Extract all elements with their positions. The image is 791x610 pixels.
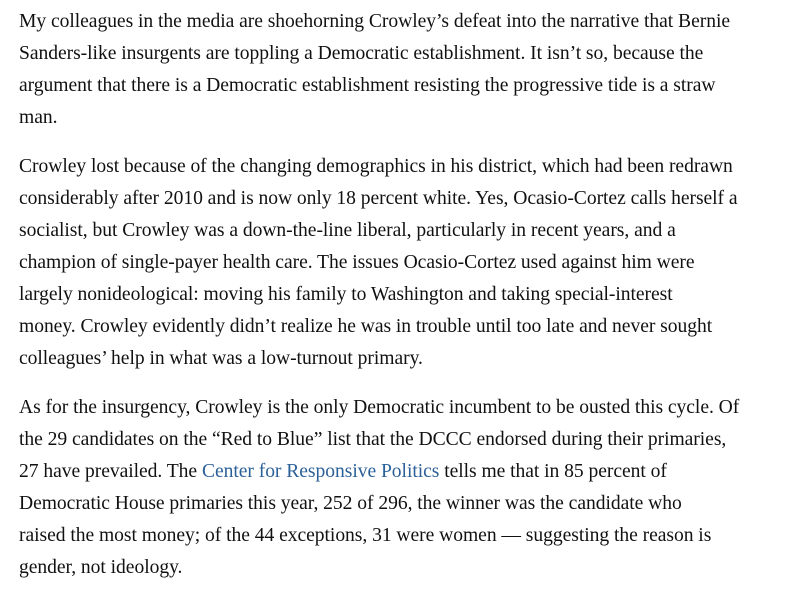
paragraph-2-line-3: socialist, but Crowley was a down-the-line liberal, particularly in recent years, and a: [19, 220, 676, 241]
paragraph-2-line-6: money. Crowley evidently didn’t realize he was in trouble until too late and never sought: [19, 316, 713, 337]
paragraph-3-line-3-suffix: tells me that in 85 percent of: [439, 461, 667, 482]
paragraph-2-line-4: champion of single-payer health care. The issues Ocasio-Cortez used against him were: [19, 252, 695, 273]
center-for-responsive-politics-link[interactable]: Center for Responsive Politics: [201, 461, 440, 482]
paragraph-1-line-3: argument that there is a Democratic establishment resisting the progressive tide is a straw: [19, 75, 716, 96]
paragraph-2-line-2: considerably after 2010 and is now only 18 percent white. Yes, Ocasio-Cortez calls herself a: [19, 188, 738, 209]
paragraph-3-line-3: [19, 456, 777, 488]
paragraph-3-line-5: raised the most money; of the 44 exceptions, 31 were women — suggesting the reason is: [19, 525, 712, 546]
paragraph-1-line-1: My colleagues in the media are shoehorning Crowley’s defeat into the narrative that Bernie: [19, 11, 730, 32]
paragraph-3-line-2: the 29 candidates on the “Red to Blue” list that the DCCC endorsed during their primaries,: [19, 429, 727, 450]
paragraph-3-line-4: Democratic House primaries this year, 252 of 296, the winner was the candidate who: [19, 493, 682, 514]
paragraph-3-line-1: As for the insurgency, Crowley is the only Democratic incumbent to be ousted this cycle. Of: [19, 397, 740, 418]
paragraph-3-line-3-prefix: 27 have prevailed. The: [19, 461, 202, 482]
paragraph-2-line-1: Crowley lost because of the changing demographics in his district, which had been redrawn: [19, 156, 733, 177]
paragraph-1-line-4: man.: [19, 107, 58, 128]
paragraph-1: [19, 6, 777, 134]
paragraph-3: [19, 392, 777, 584]
paragraph-2-line-7: colleagues’ help in what was a low-turnout primary.: [19, 348, 423, 369]
paragraph-3-line-6: gender, not ideology.: [19, 557, 183, 578]
paragraph-2: [19, 151, 777, 375]
paragraph-1-line-2: Sanders-like insurgents are toppling a Democratic establishment. It isn’t so, because the: [19, 43, 704, 64]
paragraph-2-line-5: largely nonideological: moving his family to Washington and taking special-interest: [19, 284, 673, 305]
